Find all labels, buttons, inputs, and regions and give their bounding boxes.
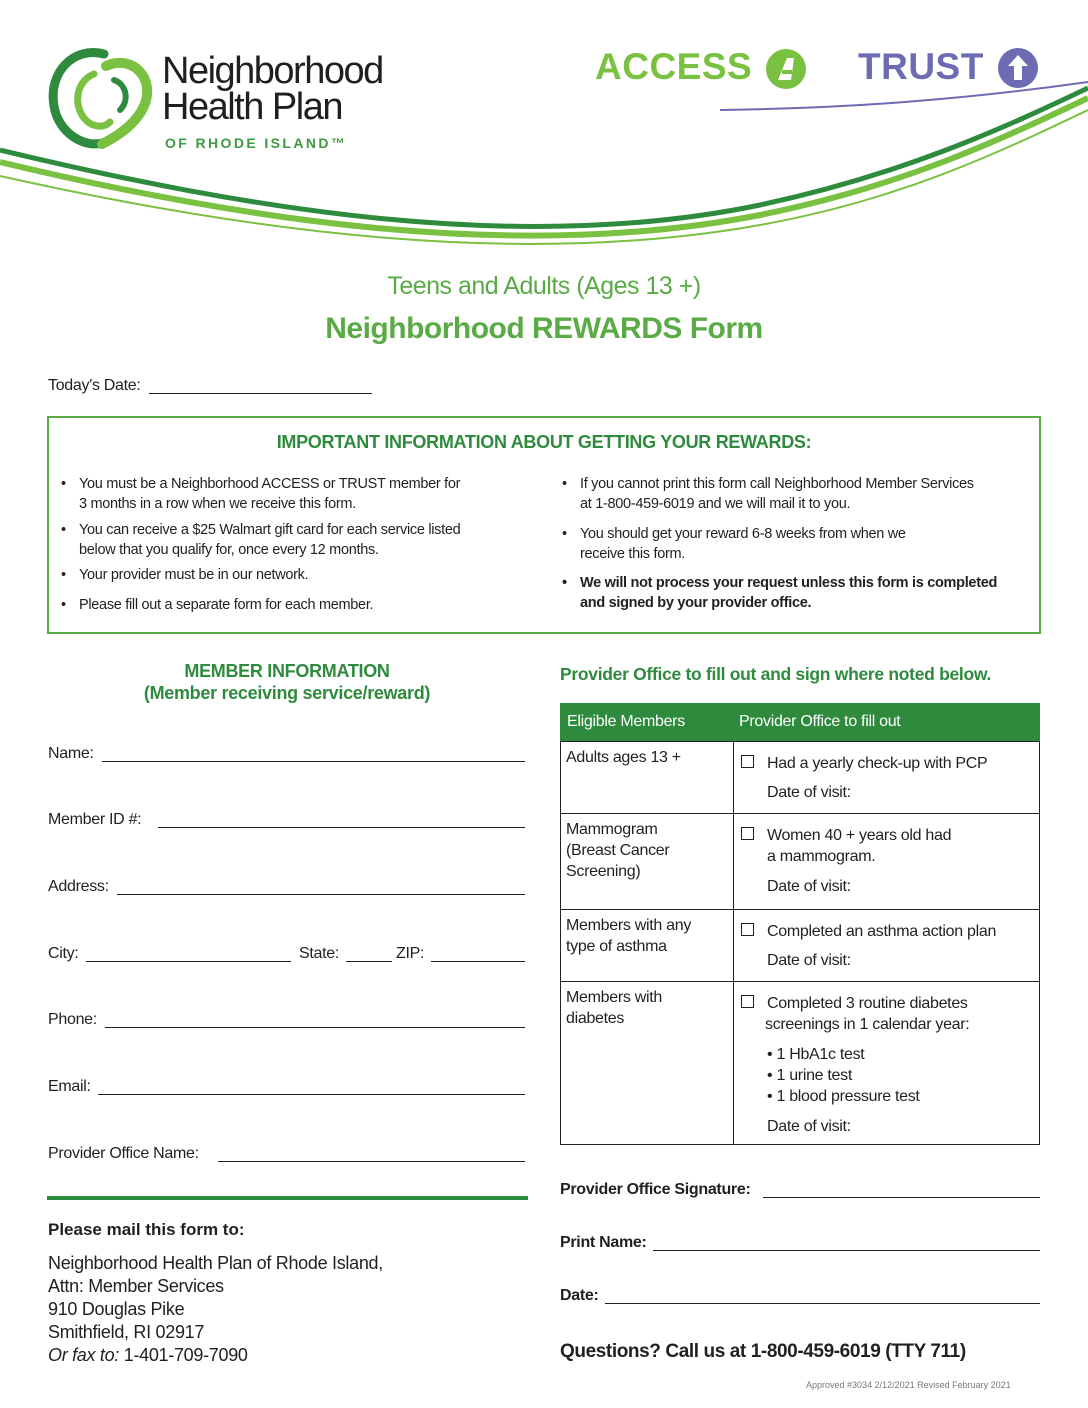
questions-line: Questions? Call us at 1-800-459-6019 (TTY 711) — [560, 1341, 966, 1362]
city-label: City: — [48, 945, 79, 962]
city-field[interactable] — [86, 961, 291, 962]
date-of-visit-label: Date of visit: — [767, 878, 851, 895]
eligible-member-text: Adults ages 13 + — [566, 749, 681, 766]
col-eligible-members: Eligible Members — [567, 713, 685, 730]
checkbox[interactable] — [741, 755, 754, 768]
header-swoosh — [0, 0, 1088, 260]
date-of-visit-label: Date of visit: — [767, 952, 851, 969]
checkbox[interactable] — [741, 995, 754, 1008]
neighborhood-logo-icon — [44, 44, 160, 156]
address-label: Address: — [48, 878, 109, 895]
date-field[interactable] — [605, 1303, 1040, 1304]
address-field[interactable] — [117, 894, 525, 895]
service-text: Completed 3 routine diabetes — [767, 995, 968, 1012]
eligible-member-text: Members with diabetes — [566, 989, 662, 1027]
trust-arrow-icon — [997, 47, 1039, 89]
member-id-field[interactable] — [158, 827, 525, 828]
logo-wordmark-line1: Neighborhood — [162, 50, 383, 92]
email-field[interactable] — [98, 1094, 525, 1095]
name-label: Name: — [48, 745, 94, 762]
phone-field[interactable] — [105, 1027, 525, 1028]
trust-plan-label: TRUST — [858, 46, 984, 87]
signature-label: Provider Office Signature: — [560, 1181, 751, 1198]
signature-field[interactable] — [763, 1197, 1040, 1198]
member-info-subheading: (Member receiving service/reward) — [143, 683, 431, 703]
mail-address-line: Attn: Member Services — [48, 1276, 224, 1296]
info-bullet: • We will not process your request unless this form is completed and signed by your provider office. — [562, 575, 998, 611]
info-bullet: • You should get your reward 6-8 weeks from when we receive this form. — [562, 526, 906, 562]
access-a-icon — [765, 48, 807, 90]
zip-label: ZIP: — [396, 945, 425, 962]
service-text: Women 40 + years old had — [767, 827, 952, 844]
service-text: Had a yearly check-up with PCP — [767, 755, 988, 772]
test-list: • 1 HbA1c test • 1 urine test • 1 blood pressure test — [767, 1046, 920, 1105]
email-label: Email: — [48, 1078, 91, 1095]
date-of-visit-label: Date of visit: — [767, 784, 851, 801]
todays-date-field[interactable] — [149, 393, 372, 394]
mail-address-line: 910 Douglas Pike — [48, 1299, 185, 1319]
fax-line — [48, 1344, 383, 1367]
service-text: a mammogram. — [767, 848, 876, 865]
table-header — [560, 703, 1040, 741]
eligible-member-text: Mammogram (Breast Cancer Screening) — [566, 821, 670, 880]
important-info-heading: IMPORTANT INFORMATION ABOUT GETTING YOUR REWARDS: — [276, 432, 812, 452]
info-bullet: • You must be a Neighborhood ACCESS or TRUST member for 3 months in a row when we receive this form. — [61, 476, 461, 512]
section-divider — [47, 1196, 528, 1200]
provider-office-name-field[interactable] — [218, 1161, 525, 1162]
mail-heading: Please mail this form to: — [48, 1220, 245, 1239]
print-name-label: Print Name: — [560, 1234, 647, 1251]
date-label: Date: — [560, 1287, 599, 1304]
logo-wordmark-line2: Health Plan — [162, 86, 342, 128]
form-title: Neighborhood REWARDS Form — [325, 312, 763, 345]
table-row — [733, 741, 1040, 814]
access-plan-label: ACCESS — [595, 46, 753, 87]
mail-address-line: Neighborhood Health Plan of Rhode Island, — [48, 1253, 383, 1273]
checkbox[interactable] — [741, 923, 754, 936]
fax-number: 1-401-709-7090 — [123, 1345, 248, 1365]
service-text: screenings in 1 calendar year: — [765, 1016, 970, 1033]
form-subtitle: Teens and Adults (Ages 13 +) — [387, 272, 701, 300]
provider-heading: Provider Office to fill out and sign where noted below. — [560, 664, 992, 684]
mail-address-line: Smithfield, RI 02917 — [48, 1322, 205, 1342]
provider-office-name-label: Provider Office Name: — [48, 1145, 199, 1162]
date-of-visit-label: Date of visit: — [767, 1118, 851, 1135]
zip-field[interactable] — [431, 961, 525, 962]
member-id-label: Member ID #: — [48, 811, 142, 828]
eligible-member-text: Members with any type of asthma — [566, 917, 692, 955]
member-info-heading: MEMBER INFORMATION — [184, 661, 390, 681]
approval-note: Approved #3034 2/12/2021 Revised February 2021 — [806, 1380, 1011, 1390]
table-row — [733, 909, 1040, 982]
state-label: State: — [299, 945, 340, 962]
info-bullet: • Your provider must be in our network. — [61, 567, 309, 583]
todays-date-label: Today's Date: — [48, 377, 141, 394]
col-provider-fill: Provider Office to fill out — [739, 713, 901, 730]
print-name-field[interactable] — [653, 1250, 1040, 1251]
logo-wordmark-line3: OF RHODE ISLAND™ — [165, 135, 348, 151]
checkbox[interactable] — [741, 827, 754, 840]
mail-address — [48, 1252, 383, 1367]
name-field[interactable] — [102, 761, 525, 762]
info-bullet: • Please fill out a separate form for each member. — [61, 597, 374, 613]
phone-label: Phone: — [48, 1011, 97, 1028]
info-bullet: • If you cannot print this form call Neighborhood Member Services at 1-800-459-6019 and we will mail it to you. — [562, 476, 974, 512]
fax-label: Or fax to: — [48, 1345, 120, 1365]
info-bullet: • You can receive a $25 Walmart gift card for each service listed below that you qualify for, once every 12 months. — [61, 522, 461, 558]
state-field[interactable] — [346, 961, 392, 962]
service-text: Completed an asthma action plan — [767, 923, 997, 940]
